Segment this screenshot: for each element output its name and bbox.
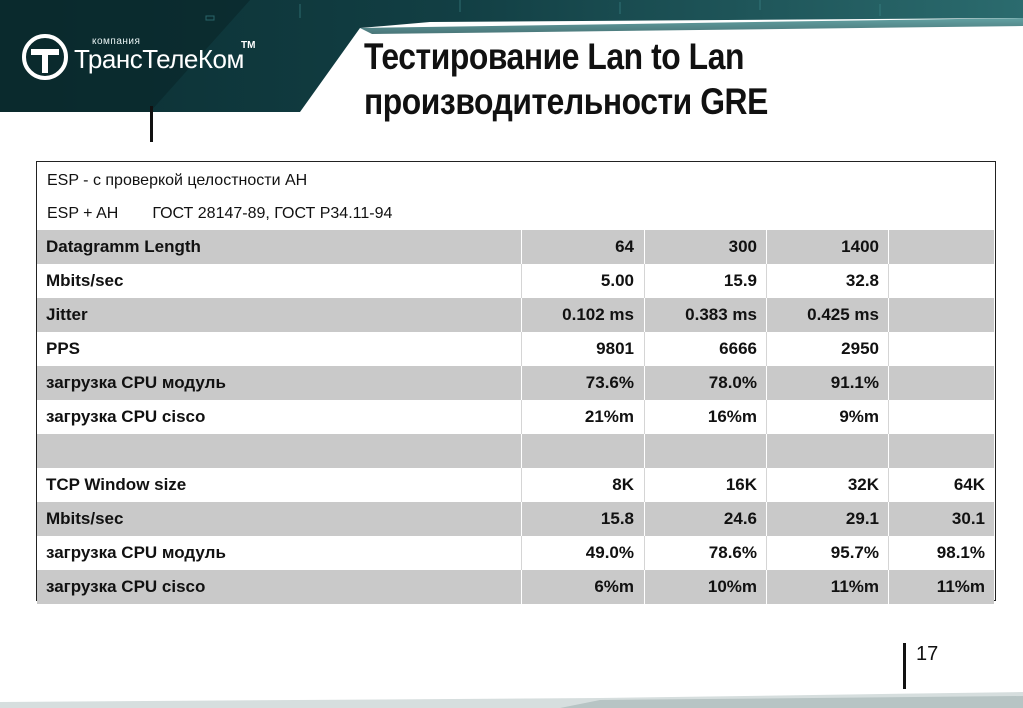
value-cell: 73.6% (585, 373, 634, 392)
value-cell (766, 434, 879, 468)
value-cell (888, 230, 985, 264)
value-cell: 9801 (596, 339, 634, 358)
value-cell: 21%m (584, 407, 634, 426)
value-cell: 32K (847, 475, 879, 494)
value-cell: 78.0% (708, 373, 757, 392)
row-label: Datagramm Length (46, 237, 201, 256)
row-label: Jitter (46, 305, 88, 324)
value-cell: 91.1% (830, 373, 879, 392)
row-label: TCP Window size (46, 475, 187, 494)
row-label: загрузка CPU cisco (46, 577, 206, 596)
header-line-2 (47, 205, 392, 223)
logo-emblem-icon (20, 32, 70, 82)
value-cell: 32.8 (845, 271, 879, 290)
value-cell: 11%m (936, 577, 985, 596)
company-logo (20, 32, 260, 82)
table-row (37, 502, 994, 536)
value-cell: 15.8 (600, 509, 634, 528)
page-number: 17 (916, 643, 939, 665)
row-label: загрузка CPU модуль (46, 373, 226, 392)
value-cell: 64 (615, 237, 634, 256)
footer-accent-bar (903, 643, 906, 689)
table-row (37, 400, 994, 434)
value-cell: 6%m (594, 577, 634, 596)
value-cell: 11%m (830, 577, 879, 596)
performance-table (36, 161, 996, 601)
value-cell: 16%m (707, 407, 757, 426)
value-cell: 6666 (719, 339, 757, 358)
value-cell: 24.6 (723, 509, 757, 528)
value-cell: 49.0% (585, 543, 634, 562)
title-accent-bar (150, 106, 153, 142)
table-row (37, 298, 994, 332)
value-cell (888, 400, 985, 434)
value-cell: 29.1 (845, 509, 879, 528)
logo-wordmark: ТрансТелеКом (74, 44, 244, 74)
value-cell: 16K (725, 475, 757, 494)
value-cell (521, 434, 634, 468)
value-cell (888, 366, 985, 400)
value-cell: 98.1% (936, 543, 985, 562)
table-row (37, 468, 994, 502)
table-row (37, 366, 994, 400)
header-line-1: ESP - с проверкой целостности АН (47, 172, 308, 189)
value-cell: 300 (728, 237, 757, 256)
value-cell (888, 264, 985, 298)
value-cell: 1400 (841, 237, 879, 256)
logo-tagline: компания (92, 36, 141, 47)
value-cell: 0.383 ms (685, 305, 757, 324)
value-cell (644, 434, 757, 468)
value-cell: 15.9 (723, 271, 757, 290)
value-cell: 5.00 (600, 271, 634, 290)
table-header (37, 162, 994, 230)
value-cell: 0.102 ms (562, 305, 634, 324)
footer-graphic (0, 688, 1023, 708)
value-cell: 30.1 (951, 509, 985, 528)
value-cell: 2950 (841, 339, 879, 358)
slide-title-line1: Тестирование Lan to Lan (364, 36, 744, 77)
header-line-2-standard: ГОСТ 28147-89, ГОСТ Р34.11-94 (152, 205, 393, 222)
value-cell: 64K (953, 475, 985, 494)
row-label: PPS (46, 339, 81, 358)
value-cell: 10%m (707, 577, 757, 596)
row-label: Mbits/sec (46, 271, 124, 290)
value-cell: 8K (612, 475, 634, 494)
table-row (37, 264, 994, 298)
table-row (37, 332, 994, 366)
value-cell (888, 332, 985, 366)
value-cell (888, 434, 985, 468)
logo-trademark: TM (241, 40, 256, 51)
value-cell: 9%m (839, 407, 879, 426)
row-label: загрузка CPU cisco (46, 407, 206, 426)
table-row (37, 434, 994, 468)
table-row (37, 570, 994, 604)
row-label: загрузка CPU модуль (46, 543, 226, 562)
value-cell: 78.6% (708, 543, 757, 562)
table-row (37, 536, 994, 570)
table-row (37, 230, 994, 264)
row-label: Mbits/sec (46, 509, 124, 528)
value-cell (888, 298, 985, 332)
slide-title (364, 34, 897, 124)
value-cell: 0.425 ms (807, 305, 879, 324)
slide-title-line2: производительности GRE (364, 81, 768, 122)
value-cell: 95.7% (830, 543, 879, 562)
header-line-2-mode: ESP + AH (47, 205, 119, 222)
footer-banner (0, 688, 1023, 708)
